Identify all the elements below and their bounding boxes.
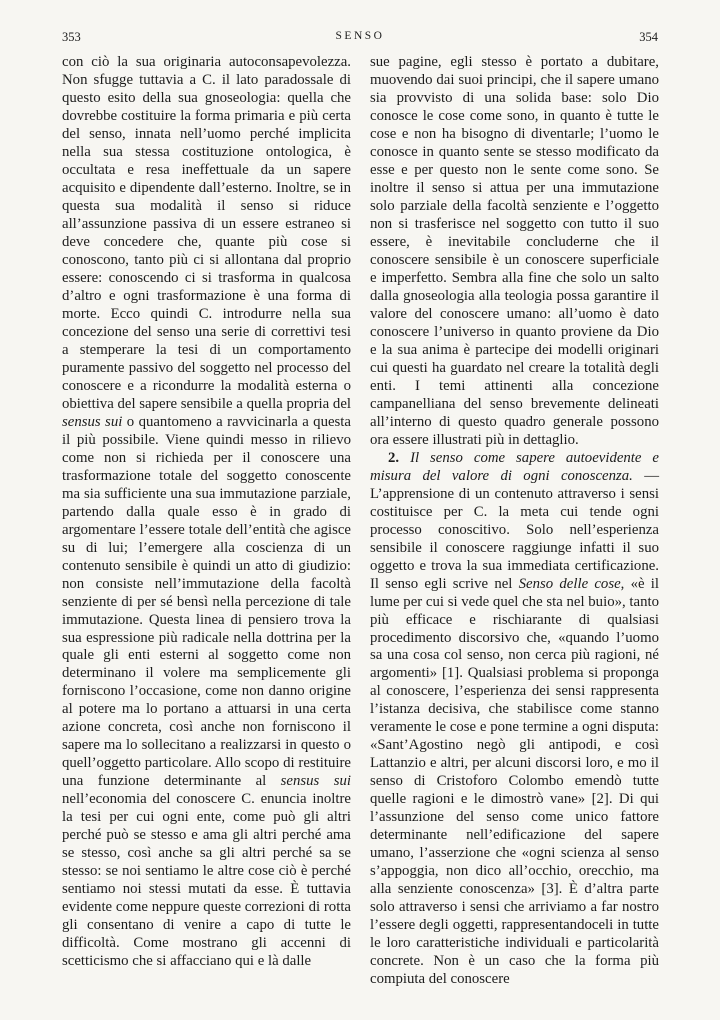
right-paragraph-1: sue pagine, egli stesso è portato a dubitare, muovendo dai suoi principi, che il sapere umano sia provvisto di una solida base: solo Dio conosce le cose come sono, in quanto è tutte le cose e non ha bisogno di diventarle; l’uomo le conosce in quanto sente se stesso modificato da esse e per questo non le sente come sono. Se inoltre il senso si attua per una immutazione solo parziale della facoltà senziente e l’oggetto non si trasferisce nel soggetto con tutto il suo essere, è inevitabile concluderne che il conoscere sensibile è un conoscere superficiale e imperfetto. Sembra alla fine che solo un salto dalla gnoseologia alla teologia possa garantire il valore del conoscere umano: all’uomo è dato conoscere l’universo in quanto proviene da Dio e la sua anima è partecipe dei modelli originari cui questi ha guardato nel creare la totalità degli enti. I temi attinenti alla concezione campanelliana del senso brevemente delineati all’interno di questo quadro generale possono ora essere illustrati più in dettaglio.: [370, 54, 659, 448]
left-italic-2: sensus sui: [280, 773, 351, 790]
page-number-left: 353: [62, 30, 81, 44]
left-italic-1: sensus sui: [62, 413, 123, 430]
section-number: 2.: [388, 449, 400, 466]
right-column: [370, 54, 659, 989]
right-italic-work: Senso delle cose: [518, 575, 621, 592]
right-paragraph-2: [370, 450, 659, 990]
left-text-1: con ciò la sua originaria autoconsapevolezza. Non sfugge tuttavia a C. il lato paradossale di questo esito della sua gnoseologia: quella che dovrebbe costituire la forma primaria e più certa del senso, innata nell’uomo perché implicita nella sua stessa costituzione ontologica, è occultata e resa ineffettuale da un sapere acquisito e dipendente dall’esterno. Inoltre, se in questa sua modalità il senso si riduce all’assunzione passiva di un essere estraneo si deve concedere che, quante più cose si conoscono, tanto più ci si allontana dal proprio essere: conoscendo ci si trasforma in qualcosa d’altro e ogni trasformazione è una forma di morte. Ecco quindi C. introdurre nella sua concezione del senso una serie di correttivi tesi a stemperare la tesi di un comportamento puramente passivo del soggetto nel processo del conoscere e a ricondurre la modalità esterna o obiettiva del sapere sensibile a quella propria del: [62, 54, 351, 412]
left-column: [62, 54, 351, 971]
running-title: SENSO: [335, 30, 385, 42]
left-text-2: o quantomeno a ravvicinarla a questa il più possibile. Viene quindi messo in rilievo come non si richieda per il conoscere una trasformazione totale del soggetto conoscente ma sia sufficiente una sua immutazione parziale, partendo dalla quale esso è in grado di argomentare l’essere totale dell’entità che agisce su di lui; l’emergere alla coscienza di un contenuto sensibile è quindi un atto di giudizio: non consiste nell’immutazione della facoltà senziente di per sé bensì nella percezione di tale immutazione. Questa linea di pensiero trova la sua espressione più radicale nella dottrina per la quale gli enti esterni al soggetto come non determinano il volere ma semplicemente gli forniscono l’occasione, come non danno origine al potere ma lo portano a attuarsi in una certa azione concreta, così anche non forniscono il sapere ma lo sollecitano a realizzarsi in questo o quell’oggetto particolare. Allo scopo di restituire una funzione determinante al: [62, 413, 351, 790]
section-title: Il senso come sapere autoevidente e misura del valore di ogni conoscenza.: [370, 449, 659, 484]
right-text-2b: , «è il lume per cui si vede quel che sta nel buio», tanto più efficace e rischiarante di qualsiasi procedimento discorsivo che, «quando l’uomo sa una cosa col senso, non cerca più ragioni, né argomenti» [1]. Qualsiasi problema si proponga al conoscere, l’esperienza dei sensi rappresenta l’istanza decisiva, che stabilisce come stanno veramente le cose e pone termine a ogni disputa: «Sant’Agostino negò gli antipodi, e così Lattanzio e altri, per alcuni discorsi loro, e mo il senso di Cristoforo Colombo emendò tutte quelle ragioni e le dimostrò vane» [2]. Di qui l’assunzione del senso come unico fattore determinante nell’edificazione del sapere umano, l’asserzione che «ogni scienza al senso s’appoggia, non dico all’occhio, orecchio, ma alla senziente conoscenza» [3]. È d’altra parte solo attraverso i sensi che arriviamo a far nostro l’essere degli oggetti, rappresentandoceli in tutte le loro caratteristiche individuali e particolarità concrete. Non è un caso che la forma più compiuta del conoscere: [370, 575, 660, 988]
running-head: [62, 30, 658, 46]
page-number-right: 354: [639, 30, 658, 44]
left-paragraph: [62, 54, 351, 971]
left-text-3: nell’economia del conoscere C. enuncia inoltre la tesi per cui ogni ente, come può gli altri perché può se stesso e ama gli altri perché ama se stesso, così anche sa gli altri perché sa se stesso: se noi sentiamo le altre cose ciò è perché sentiamo noi stessi mutati da esse. È tuttavia evidente come neppure queste correzioni di rotta gli consentano di venire a capo di tutte le difficoltà. Come mostrano gli accenni di scetticismo che si affacciano qui e là dalle: [62, 791, 351, 970]
right-text-2a: — L’apprensione di un contenuto attraverso i sensi costituisce per C. la meta cui tende ogni processo conoscitivo. Solo nell’esperienza sensibile il conoscere raggiunge infatti il suo oggetto e trova la sua immediata certificazione. Il senso egli scrive nel: [370, 467, 659, 592]
